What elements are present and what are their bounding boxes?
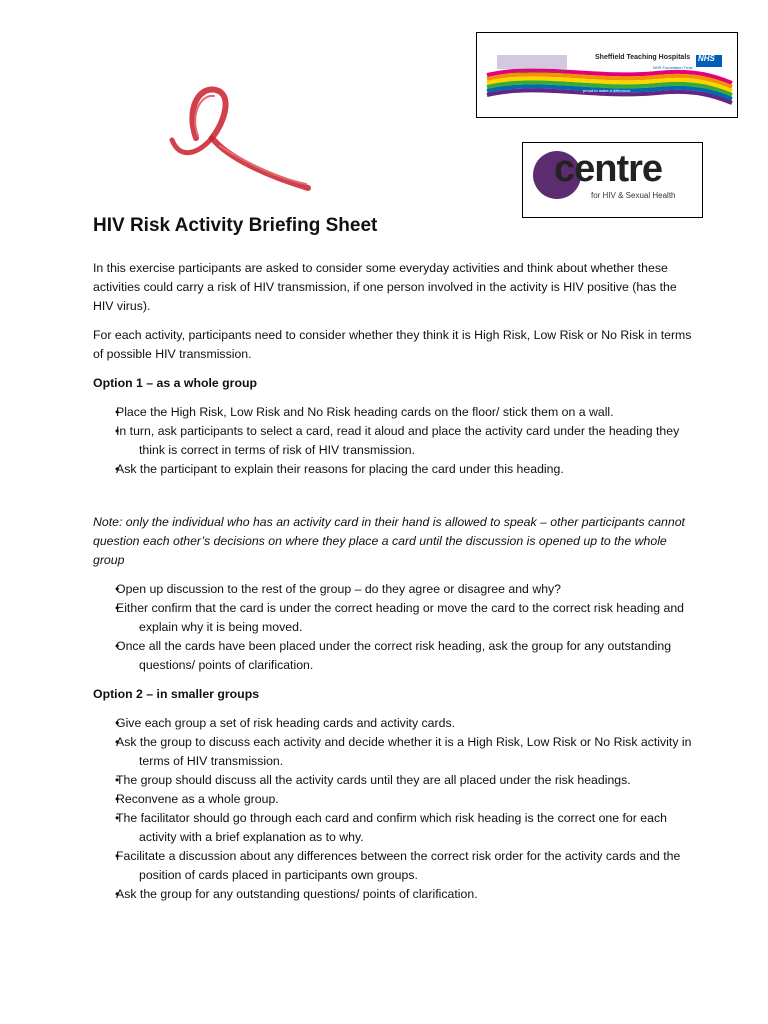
option1-list — [93, 403, 693, 479]
list-item: • The group should discuss all the activity cards until they are all placed under the risk headings. — [93, 771, 693, 790]
centre-hiv-sexual-health-logo — [522, 142, 703, 218]
list-item: • Open up discussion to the rest of the group – do they agree or disagree and why? — [93, 580, 693, 599]
list-item: • Give each group a set of risk heading cards and activity cards. — [93, 714, 693, 733]
intro-paragraph: For each activity, participants need to consider whether they think it is High Risk, Low Risk or No Risk in terms of possible HIV transmission. — [93, 328, 692, 361]
list-item: • Ask the group for any outstanding questions/ points of clarification. — [93, 885, 693, 904]
page-title: HIV Risk Activity Briefing Sheet — [93, 215, 378, 236]
list-item: • Either confirm that the card is under the correct heading or move the card to the correct risk heading and explain why it is being moved. — [93, 599, 693, 637]
sheffield-teaching-hospitals-logo — [476, 32, 738, 118]
centre-subtitle: for HIV & Sexual Health — [591, 191, 676, 200]
list-item: • Facilitate a discussion about any differences between the correct risk order for the activity cards and the position of cards placed in participants own groups. — [93, 847, 693, 885]
sth-tagline-community: in hospital and in the community — [511, 69, 569, 74]
sth-tagline-proud: proud to make a difference — [583, 88, 631, 93]
list-item: • Ask the participant to explain their reasons for placing the card under this heading. — [93, 460, 693, 479]
note-paragraph: Note: only the individual who has an activity card in their hand is allowed to speak – other participants cannot question each other’s decisions on where they place a card until the discussion is opened up to the whole group — [93, 515, 685, 567]
sth-trust: NHS Foundation Trust — [653, 65, 693, 70]
centre-wordmark: centre — [554, 148, 663, 190]
nhs-logo: NHS — [698, 54, 715, 63]
option2-list — [93, 714, 693, 904]
option1-discussion-list — [93, 580, 693, 675]
list-item: • Once all the cards have been placed under the correct risk heading, ask the group for any outstanding questions/ points of clarification. — [93, 637, 693, 675]
briefing-content — [93, 213, 693, 914]
intro-paragraph: In this exercise participants are asked to consider some everyday activities and think about whether these activities could carry a risk of HIV transmission, if one person involved in the activity is HIV positive (has the HIV virus). — [93, 261, 677, 313]
red-ribbon-icon — [168, 80, 313, 192]
list-item: • In turn, ask participants to select a card, read it aloud and place the activity card under the heading they think is correct in terms of risk of HIV transmission. — [93, 422, 693, 460]
list-item: • Reconvene as a whole group. — [93, 790, 693, 809]
option1-heading: Option 1 – as a whole group — [93, 376, 257, 390]
option2-heading: Option 2 – in smaller groups — [93, 687, 260, 701]
list-item: • Place the High Risk, Low Risk and No Risk heading cards on the floor/ stick them on a wall. — [93, 403, 693, 422]
list-item: • The facilitator should go through each card and confirm which risk heading is the correct one for each activity with a brief explanation as to why. — [93, 809, 693, 847]
list-item: • Ask the group to discuss each activity and decide whether it is a High Risk, Low Risk or No Risk activity in terms of HIV transmission. — [93, 733, 693, 771]
sth-name: Sheffield Teaching Hospitals — [595, 54, 691, 61]
